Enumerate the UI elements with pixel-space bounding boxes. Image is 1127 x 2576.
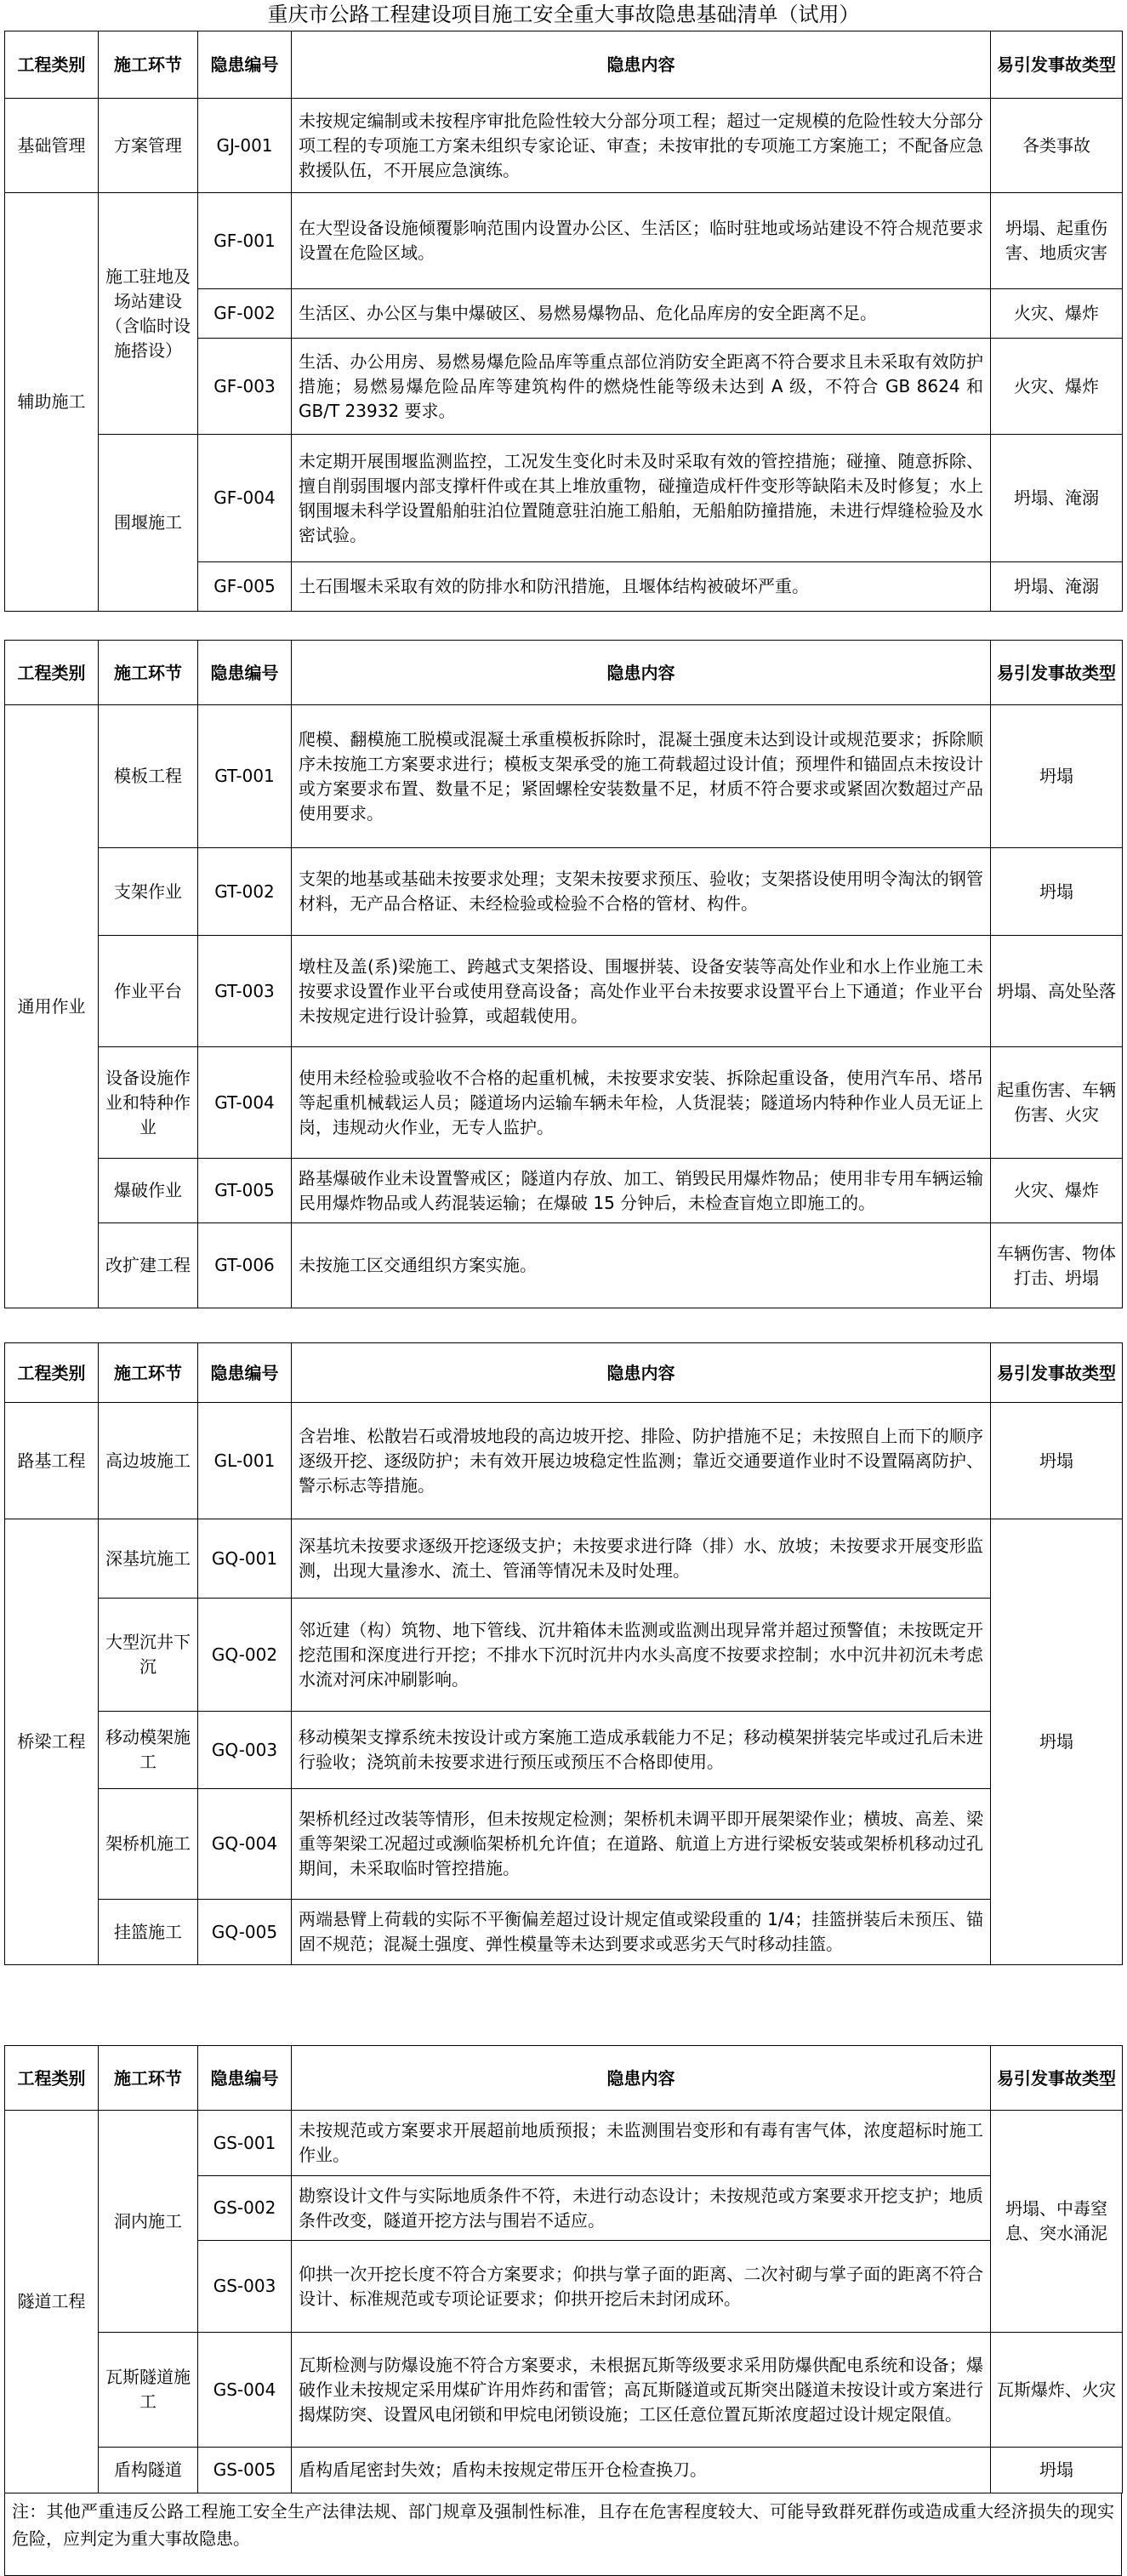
table-row xyxy=(5,705,1123,848)
hazard-code: GF-003 xyxy=(198,339,292,435)
accident-type: 坍塌 xyxy=(991,2448,1123,2493)
header-stage: 施工环节 xyxy=(99,2046,198,2111)
table-row xyxy=(5,193,1123,289)
hazard-code: GQ-003 xyxy=(198,1712,292,1789)
accident-type: 瓦斯爆炸、火灾 xyxy=(991,2333,1123,2448)
category-cell: 桥梁工程 xyxy=(5,1519,99,1965)
stage-cell: 架桥机施工 xyxy=(99,1789,198,1900)
hazard-table-3 xyxy=(4,1342,1123,1965)
hazard-content: 瓦斯检测与防爆设施不符合方案要求，未根据瓦斯等级要求采用防爆供配电系统和设备；爆破作业未按规定采用煤矿许用炸药和雷管；高瓦斯隧道或瓦斯突出隧道未按设计或方案进行揭煤防突、设置风电闭锁和甲烷电闭锁设施；工区任意位置瓦斯浓度超过设计规定限值。 xyxy=(292,2333,991,2448)
table-row xyxy=(5,936,1123,1047)
category-cell: 辅助施工 xyxy=(5,193,99,612)
hazard-content: 生活、办公用房、易燃易爆危险品库等重点部位消防安全距离不符合要求且未采取有效防护措施；易燃易爆危险品库等建筑构件的燃烧性能等级未达到 A 级，不符合 GB 8624 和 GB/T 23932 要求。 xyxy=(292,339,991,435)
stage-cell: 挂篮施工 xyxy=(99,1900,198,1965)
hazard-code: GQ-002 xyxy=(198,1599,292,1712)
stage-cell: 爆破作业 xyxy=(99,1159,198,1223)
table-row xyxy=(5,99,1123,193)
hazard-content: 在大型设备设施倾覆影响范围内设置办公区、生活区；临时驻地或场站建设不符合规范要求设置在危险区域。 xyxy=(292,193,991,289)
category-cell: 路基工程 xyxy=(5,1403,99,1519)
table-row xyxy=(5,1789,1123,1900)
table-row xyxy=(5,1599,1123,1712)
hazard-content: 勘察设计文件与实际地质条件不符，未进行动态设计；未按规范或方案要求开挖支护；地质条件改变，隧道开挖方法与围岩不适应。 xyxy=(292,2176,991,2241)
stage-cell: 改扩建工程 xyxy=(99,1223,198,1308)
stage-cell: 模板工程 xyxy=(99,705,198,848)
stage-cell: 围堰施工 xyxy=(99,435,198,612)
table-header-row xyxy=(5,1343,1123,1403)
header-category: 工程类别 xyxy=(5,31,99,99)
accident-type: 坍塌、淹溺 xyxy=(991,562,1123,612)
header-content: 隐患内容 xyxy=(292,31,991,99)
hazard-content: 墩柱及盖(系)梁施工、跨越式支架搭设、围堰拼装、设备安装等高处作业和水上作业施工未按要求设置作业平台或使用登高设备；高处作业平台未按要求设置平台上下通道；作业平台未按规定进行设计验算，或超载使用。 xyxy=(292,936,991,1047)
header-stage: 施工环节 xyxy=(99,641,198,705)
hazard-code: GS-003 xyxy=(198,2241,292,2333)
hazard-content: 架桥机经过改装等情形，但未按规定检测；架桥机未调平即开展架梁作业；横坡、高差、梁重等架梁工况超过或濒临架桥机允许值；在道路、航道上方进行梁板安装或架桥机移动过孔期间，未采取临时管控措施。 xyxy=(292,1789,991,1900)
stage-cell: 支架作业 xyxy=(99,848,198,936)
header-category: 工程类别 xyxy=(5,2046,99,2111)
stage-cell: 作业平台 xyxy=(99,936,198,1047)
header-category: 工程类别 xyxy=(5,1343,99,1403)
table-row xyxy=(5,1159,1123,1223)
header-category: 工程类别 xyxy=(5,641,99,705)
category-cell: 基础管理 xyxy=(5,99,99,193)
hazard-table-2 xyxy=(4,640,1123,1308)
hazard-content: 邻近建（构）筑物、地下管线、沉井箱体未监测或监测出现异常并超过预警值；未按既定开挖范围和深度进行开挖；不排水下沉时沉井内水头高度不按要求控制；水中沉井初沉未考虑水流对河床冲刷影响。 xyxy=(292,1599,991,1712)
hazard-content: 两端悬臂上荷载的实际不平衡偏差超过设计规定值或梁段重的 1/4；挂篮拼装后未预压、锚固不规范；混凝土强度、弹性模量等未达到要求或恶劣天气时移动挂篮。 xyxy=(292,1900,991,1965)
hazard-code: GS-002 xyxy=(198,2176,292,2241)
stage-cell: 大型沉井下沉 xyxy=(99,1599,198,1712)
hazard-content: 生活区、办公区与集中爆破区、易燃易爆物品、危化品库房的安全距离不足。 xyxy=(292,289,991,339)
hazard-code: GT-006 xyxy=(198,1223,292,1308)
hazard-content: 深基坑未按要求逐级开挖逐级支护；未按要求进行降（排）水、放坡；未按要求开展变形监测，出现大量渗水、流土、管涌等情况未及时处理。 xyxy=(292,1519,991,1599)
header-stage: 施工环节 xyxy=(99,31,198,99)
stage-cell: 瓦斯隧道施工 xyxy=(99,2333,198,2448)
hazard-table-1 xyxy=(4,31,1123,612)
table-header-row xyxy=(5,31,1123,99)
table-header-row xyxy=(5,2046,1123,2111)
stage-cell: 方案管理 xyxy=(99,99,198,193)
accident-type: 坍塌 xyxy=(991,705,1123,848)
hazard-code: GL-001 xyxy=(198,1403,292,1519)
hazard-content: 未按规定编制或未按程序审批危险性较大分部分项工程；超过一定规模的危险性较大分部分项工程的专项施工方案未组织专家论证、审查；未按审批的专项施工方案施工；不配备应急救援队伍，不开展应急演练。 xyxy=(292,99,991,193)
hazard-content: 未按施工区交通组织方案实施。 xyxy=(292,1223,991,1308)
hazard-code: GJ-001 xyxy=(198,99,292,193)
hazard-content: 使用未经检验或验收不合格的起重机械，未按要求安装、拆除起重设备，使用汽车吊、塔吊等起重机械载运人员；隧道场内运输车辆未年检，人货混装；隧道场内特种作业人员无证上岗，违规动火作业，无专人监护。 xyxy=(292,1047,991,1159)
hazard-code: GS-001 xyxy=(198,2111,292,2176)
header-code: 隐患编号 xyxy=(198,31,292,99)
header-content: 隐患内容 xyxy=(292,641,991,705)
footnote: 注：其他严重违反公路工程施工安全生产法律法规、部门规章及强制性标准，且存在危害程度较大、可能导致群死群伤或造成重大经济损失的现实危险，应判定为重大事故隐患。 xyxy=(4,2493,1122,2576)
category-cell: 隧道工程 xyxy=(5,2111,99,2493)
hazard-code: GT-002 xyxy=(198,848,292,936)
hazard-code: GS-005 xyxy=(198,2448,292,2493)
header-accident: 易引发事故类型 xyxy=(991,1343,1123,1403)
hazard-code: GF-001 xyxy=(198,193,292,289)
hazard-code: GT-005 xyxy=(198,1159,292,1223)
accident-type: 坍塌、起重伤害、地质灾害 xyxy=(991,193,1123,289)
table-header-row xyxy=(5,641,1123,705)
accident-type: 坍塌 xyxy=(991,1519,1123,1965)
hazard-content: 支架的地基或基础未按要求处理；支架未按要求预压、验收；支架搭设使用明令淘汰的钢管材料，无产品合格证、未经检验或检验不合格的管材、构件。 xyxy=(292,848,991,936)
hazard-content: 仰拱一次开挖长度不符合方案要求；仰拱与掌子面的距离、二次衬砌与掌子面的距离不符合设计、标准规范或专项论证要求；仰拱开挖后未封闭成环。 xyxy=(292,2241,991,2333)
table-row xyxy=(5,2111,1123,2176)
stage-cell: 设备设施作业和特种作业 xyxy=(99,1047,198,1159)
header-stage: 施工环节 xyxy=(99,1343,198,1403)
hazard-content: 爬模、翻模施工脱模或混凝土承重模板拆除时，混凝土强度未达到设计或规范要求；拆除顺序未按施工方案要求进行；模板支架承受的施工荷载超过设计值；预埋件和锚固点未按设计或方案要求布置、数量不足；紧固螺栓安装数量不足，材质不符合要求或紧固次数超过产品使用要求。 xyxy=(292,705,991,848)
hazard-content: 盾构盾尾密封失效；盾构未按规定带压开仓检查换刀。 xyxy=(292,2448,991,2493)
stage-cell: 盾构隧道 xyxy=(99,2448,198,2493)
accident-type: 坍塌 xyxy=(991,848,1123,936)
hazard-content: 土石围堰未采取有效的防排水和防汛措施，且堰体结构被破坏严重。 xyxy=(292,562,991,612)
table-row xyxy=(5,435,1123,562)
hazard-code: GQ-004 xyxy=(198,1789,292,1900)
hazard-code: GT-003 xyxy=(198,936,292,1047)
stage-cell: 高边坡施工 xyxy=(99,1403,198,1519)
hazard-code: GS-004 xyxy=(198,2333,292,2448)
hazard-code: GF-004 xyxy=(198,435,292,562)
header-content: 隐患内容 xyxy=(292,2046,991,2111)
hazard-code: GQ-001 xyxy=(198,1519,292,1599)
stage-cell: 移动模架施工 xyxy=(99,1712,198,1789)
accident-type: 火灾、爆炸 xyxy=(991,289,1123,339)
stage-cell: 深基坑施工 xyxy=(99,1519,198,1599)
accident-type: 坍塌、高处坠落 xyxy=(991,936,1123,1047)
header-code: 隐患编号 xyxy=(198,2046,292,2111)
table-row xyxy=(5,1519,1123,1599)
stage-cell: 洞内施工 xyxy=(99,2111,198,2333)
header-content: 隐患内容 xyxy=(292,1343,991,1403)
accident-type: 车辆伤害、物体打击、坍塌 xyxy=(991,1223,1123,1308)
page-title: 重庆市公路工程建设项目施工安全重大事故隐患基础清单（试用） xyxy=(267,3,860,26)
accident-type: 各类事故 xyxy=(991,99,1123,193)
accident-type: 坍塌、中毒窒息、突水涌泥 xyxy=(991,2111,1123,2333)
accident-type: 火灾、爆炸 xyxy=(991,1159,1123,1223)
hazard-code: GQ-005 xyxy=(198,1900,292,1965)
accident-type: 坍塌、淹溺 xyxy=(991,435,1123,562)
table-row xyxy=(5,2448,1123,2493)
accident-type: 坍塌 xyxy=(991,1403,1123,1519)
accident-type: 火灾、爆炸 xyxy=(991,339,1123,435)
hazard-code: GF-005 xyxy=(198,562,292,612)
hazard-code: GF-002 xyxy=(198,289,292,339)
stage-cell: 施工驻地及场站建设（含临时设施搭设） xyxy=(99,193,198,435)
hazard-code: GT-004 xyxy=(198,1047,292,1159)
table-row xyxy=(5,1403,1123,1519)
hazard-content: 含岩堆、松散岩石或滑坡地段的高边坡开挖、排险、防护措施不足；未按照自上而下的顺序逐级开挖、逐级防护；未有效开展边坡稳定性监测；靠近交通要道作业时不设置隔离防护、警示标志等措施。 xyxy=(292,1403,991,1519)
table-row xyxy=(5,2333,1123,2448)
hazard-code: GT-001 xyxy=(198,705,292,848)
table-row xyxy=(5,1712,1123,1789)
table-row xyxy=(5,1900,1123,1965)
header-code: 隐患编号 xyxy=(198,1343,292,1403)
hazard-table-4 xyxy=(4,2045,1123,2493)
hazard-content: 路基爆破作业未设置警戒区；隧道内存放、加工、销毁民用爆炸物品；使用非专用车辆运输民用爆炸物品或人药混装运输；在爆破 15 分钟后，未检查盲炮立即施工的。 xyxy=(292,1159,991,1223)
hazard-content: 未定期开展围堰监测监控，工况发生变化时未及时采取有效的管控措施；碰撞、随意拆除、擅自削弱围堰内部支撑杆件或在其上堆放重物，碰撞造成杆件变形等缺陷未及时修复；水上钢围堰未科学设置船舶驻泊位置随意驻泊施工船舶，无船舶防撞措施，未进行焊缝检验及水密试验。 xyxy=(292,435,991,562)
hazard-content: 未按规范或方案要求开展超前地质预报；未监测围岩变形和有毒有害气体，浓度超标时施工作业。 xyxy=(292,2111,991,2176)
table-row xyxy=(5,1223,1123,1308)
header-code: 隐患编号 xyxy=(198,641,292,705)
header-accident: 易引发事故类型 xyxy=(991,2046,1123,2111)
hazard-content: 移动模架支撑系统未按设计或方案施工造成承载能力不足；移动模架拼装完毕或过孔后未进行验收；浇筑前未按要求进行预压或预压不合格即使用。 xyxy=(292,1712,991,1789)
table-row xyxy=(5,1047,1123,1159)
category-cell: 通用作业 xyxy=(5,705,99,1308)
header-accident: 易引发事故类型 xyxy=(991,31,1123,99)
accident-type: 起重伤害、车辆伤害、火灾 xyxy=(991,1047,1123,1159)
table-row xyxy=(5,848,1123,936)
header-accident: 易引发事故类型 xyxy=(991,641,1123,705)
